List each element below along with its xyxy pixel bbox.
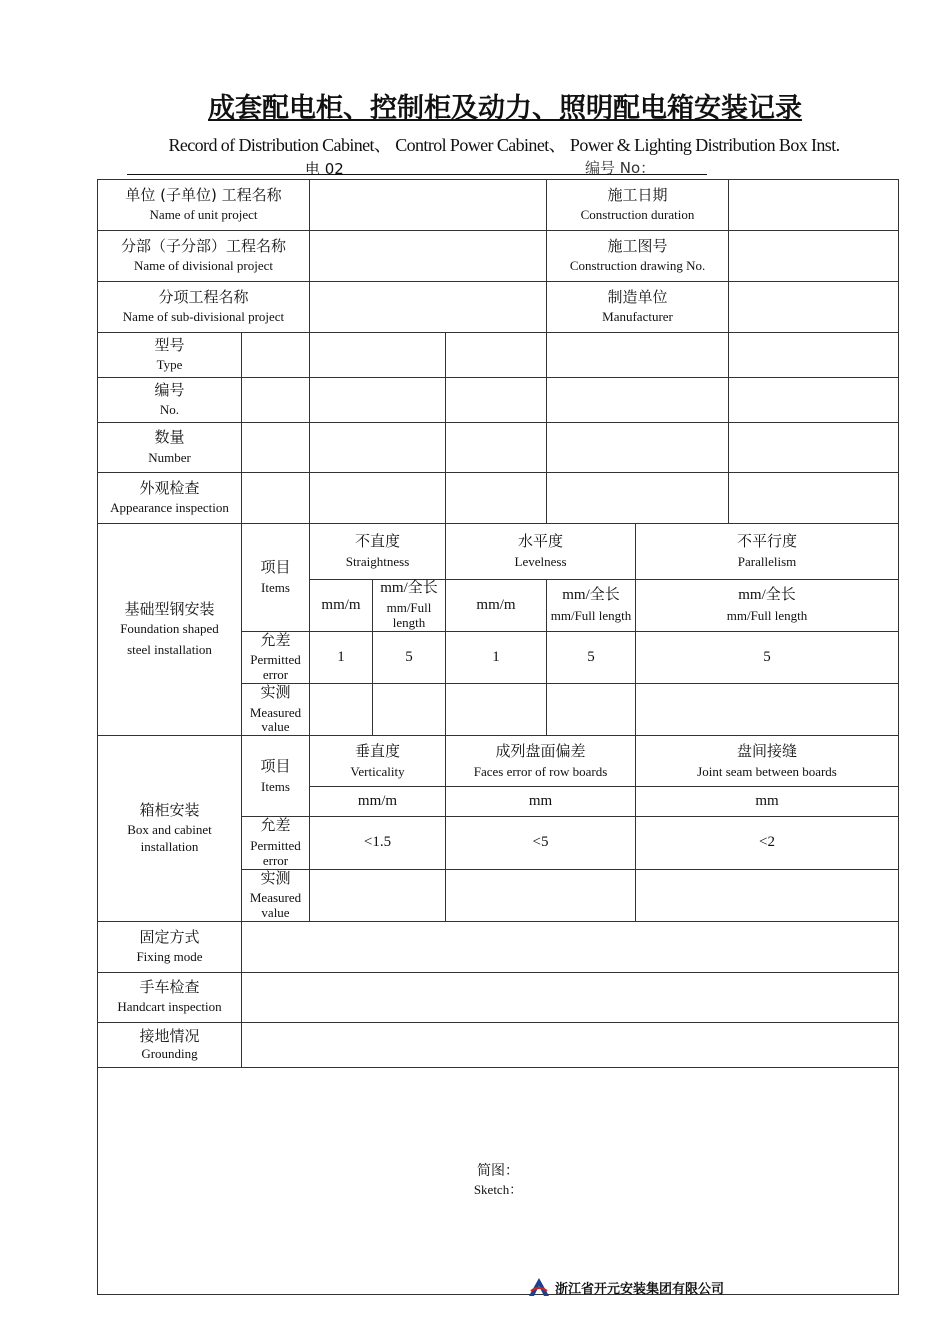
page-subtitle: Record of Distribution Cabinet、 Control Power Cabinet、 Power & Lighting Distribution Box Inst. [168, 135, 840, 155]
no-cell[interactable] [446, 378, 547, 423]
appearance-cell[interactable] [547, 473, 729, 524]
measured-cell[interactable] [547, 684, 636, 736]
no-label: 编号 No. [98, 378, 242, 423]
divisional-project-field[interactable] [310, 231, 547, 282]
no-cell[interactable] [310, 378, 446, 423]
cabinet-unit: mm [446, 787, 636, 817]
permitted-value: 1 [310, 632, 373, 684]
unit-full-length: mm/全长 mm/Full length [547, 580, 636, 632]
permitted-value: 5 [373, 632, 446, 684]
form-header-line [127, 156, 707, 178]
verticality-header: 垂直度 Verticality [310, 736, 446, 787]
subdivisional-project-label: 分项工程名称 Name of sub-divisional project [98, 282, 310, 333]
foundation-label: 基础型钢安装 Foundation shaped steel installation [98, 524, 242, 736]
number-cell[interactable] [242, 423, 310, 473]
appearance-cell[interactable] [446, 473, 547, 524]
footer [527, 1276, 724, 1298]
handcart-label: 手车检查 Handcart inspection [98, 972, 242, 1022]
unit-full-length: mm/全长 mm/Full length [373, 580, 446, 632]
drawing-no-field[interactable] [729, 231, 899, 282]
sketch-label-en: Sketch： [473, 1182, 523, 1198]
form-code: 电 02 [305, 160, 344, 178]
cabinet-permitted-label: 允差 Permitted error [242, 817, 310, 869]
unit-project-field[interactable] [310, 180, 547, 231]
number-label: 编号 No： [585, 159, 656, 177]
installation-record-table [97, 179, 899, 1295]
unit-mm-m: mm/m [446, 580, 547, 632]
type-label: 型号 Type [98, 333, 242, 378]
measured-cell[interactable] [446, 684, 547, 736]
cabinet-label: 箱柜安装 Box and cabinet installation [98, 736, 242, 921]
sketch-label: 简图： [477, 1163, 519, 1180]
foundation-permitted-label: 允差 Permitted error [242, 632, 310, 684]
unit-mm-m: mm/m [310, 580, 373, 632]
fixing-mode-label: 固定方式 Fixing mode [98, 921, 242, 972]
cabinet-unit: mm/m [310, 787, 446, 817]
number-cell[interactable] [547, 423, 729, 473]
fixing-mode-field[interactable] [242, 921, 899, 972]
divisional-project-label: 分部（子分部）工程名称 Name of divisional project [98, 231, 310, 282]
page-title: 成套配电柜、控制柜及动力、照明配电箱安装记录 [208, 93, 802, 124]
parallelism-header: 不平行度 Parallelism [636, 524, 899, 580]
unit-full-length: mm/全长 mm/Full length [636, 580, 899, 632]
measured-cell[interactable] [310, 869, 446, 921]
drawing-no-label: 施工图号 Construction drawing No. [547, 231, 729, 282]
straightness-header: 不直度 Straightness [310, 524, 446, 580]
cabinet-items-label: 项目 Items [242, 736, 310, 817]
foundation-measured-label: 实测 Measured value [242, 684, 310, 736]
grounding-label: 接地情况 Grounding [98, 1022, 242, 1067]
number-cell[interactable] [446, 423, 547, 473]
permitted-value: <1.5 [310, 817, 446, 869]
permitted-value: 5 [547, 632, 636, 684]
appearance-cell[interactable] [242, 473, 310, 524]
number-cell[interactable] [310, 423, 446, 473]
construction-duration-label: 施工日期 Construction duration [547, 180, 729, 231]
company-logo-icon [527, 1276, 551, 1298]
no-cell[interactable] [729, 378, 899, 423]
levelness-header: 水平度 Levelness [446, 524, 636, 580]
no-cell[interactable] [547, 378, 729, 423]
manufacturer-field[interactable] [729, 282, 899, 333]
handcart-field[interactable] [242, 972, 899, 1022]
measured-cell[interactable] [310, 684, 373, 736]
type-cell[interactable] [242, 333, 310, 378]
manufacturer-label: 制造单位 Manufacturer [547, 282, 729, 333]
permitted-value: <5 [446, 817, 636, 869]
number-cell[interactable] [729, 423, 899, 473]
permitted-value: 1 [446, 632, 547, 684]
grounding-field[interactable] [242, 1022, 899, 1067]
unit-project-label: 单位 (子单位) 工程名称 Name of unit project [98, 180, 310, 231]
measured-cell[interactable] [373, 684, 446, 736]
joint-seam-header: 盘间接缝 Joint seam between boards [636, 736, 899, 787]
type-cell[interactable] [446, 333, 547, 378]
measured-cell[interactable] [636, 684, 899, 736]
appearance-cell[interactable] [310, 473, 446, 524]
sketch-area[interactable] [98, 1067, 899, 1294]
permitted-value: <2 [636, 817, 899, 869]
permitted-value: 5 [636, 632, 899, 684]
foundation-items-label: 项目 Items [242, 524, 310, 632]
faces-error-header: 成列盘面偏差 Faces error of row boards [446, 736, 636, 787]
measured-cell[interactable] [446, 869, 636, 921]
appearance-label: 外观检查 Appearance inspection [98, 473, 242, 524]
number-label-cell: 数量 Number [98, 423, 242, 473]
construction-duration-field[interactable] [729, 180, 899, 231]
type-cell[interactable] [547, 333, 729, 378]
cabinet-unit: mm [636, 787, 899, 817]
type-cell[interactable] [310, 333, 446, 378]
appearance-cell[interactable] [729, 473, 899, 524]
type-cell[interactable] [729, 333, 899, 378]
subdivisional-project-field[interactable] [310, 282, 547, 333]
measured-cell[interactable] [636, 869, 899, 921]
cabinet-measured-label: 实测 Measured value [242, 869, 310, 921]
company-name: 浙江省开元安装集团有限公司 [555, 1281, 725, 1297]
no-cell[interactable] [242, 378, 310, 423]
